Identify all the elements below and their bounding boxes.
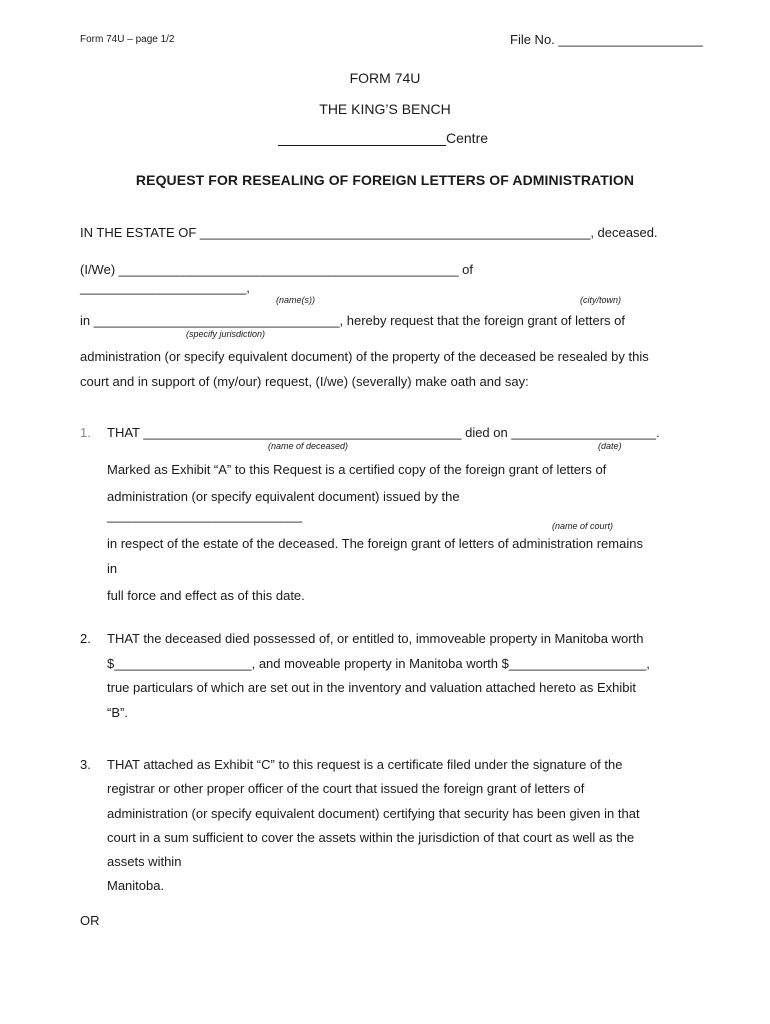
caption-names: (name(s)) bbox=[276, 295, 316, 305]
item-1-line-6: full force and effect as of this date. bbox=[107, 588, 305, 603]
item-3-line-6: Manitoba. bbox=[107, 878, 165, 893]
caption-deceased: (name of deceased) bbox=[268, 441, 349, 451]
file-number-field[interactable]: File No. ____________________ bbox=[510, 32, 704, 47]
item-1-number: 1. bbox=[80, 425, 91, 440]
item-3-line-3: administration (or specify equivalent document) certifying that security has been given in that bbox=[107, 806, 640, 821]
item-1-deceased-line[interactable]: THAT ____________________________________________ died on ____________________. bbox=[107, 425, 660, 440]
item-3-line-5: assets within bbox=[107, 854, 182, 869]
centre-name-field[interactable] bbox=[278, 130, 446, 146]
item-1-court-field[interactable]: ___________________________ bbox=[107, 508, 303, 523]
item-2-line-3: true particulars of which are set out in the inventory and valuation attached hereto as Exhibit bbox=[107, 680, 636, 695]
applicant-city-line[interactable]: _______________________, bbox=[80, 280, 250, 295]
item-2-line-4: “B”. bbox=[107, 705, 128, 720]
document-title: REQUEST FOR RESEALING OF FOREIGN LETTERS OF ADMINISTRATION bbox=[135, 172, 635, 188]
item-1-line-1: Marked as Exhibit “A” to this Request is a certified copy of the foreign grant of letters of bbox=[107, 462, 607, 477]
item-2-line-1: THAT the deceased died possessed of, or entitled to, immoveable property in Manitoba worth bbox=[107, 631, 644, 646]
item-3-line-2: registrar or other proper officer of the court that issued the foreign grant of letters of bbox=[107, 781, 585, 796]
form-page-label: Form 74U – page 1/2 bbox=[80, 34, 175, 45]
intro-paragraph-line-1: administration (or specify equivalent document) of the property of the deceased be resealed by this bbox=[80, 349, 649, 364]
item-1-line-5: in bbox=[107, 561, 118, 576]
caption-court: (name of court) bbox=[552, 521, 614, 531]
form-name: FORM 74U bbox=[349, 70, 421, 86]
or-separator: OR bbox=[80, 913, 100, 928]
caption-city: (city/town) bbox=[580, 295, 622, 305]
item-3-line-1: THAT attached as Exhibit “C” to this request is a certificate filed under the signature of the bbox=[107, 757, 623, 772]
estate-line[interactable]: IN THE ESTATE OF ______________________________________________________, deceased. bbox=[80, 225, 658, 240]
item-2-values-line[interactable]: $___________________, and moveable property in Manitoba worth $___________________, bbox=[107, 656, 650, 671]
court-name: THE KING’S BENCH bbox=[319, 101, 451, 117]
item-1-line-4: in respect of the estate of the deceased. The foreign grant of letters of administration remains bbox=[107, 536, 643, 551]
caption-date: (date) bbox=[598, 441, 622, 451]
centre-line bbox=[278, 130, 488, 146]
item-3-line-4: court in a sum sufficient to cover the assets within the jurisdiction of that court as well as the bbox=[107, 830, 635, 845]
applicant-name-line[interactable]: (I/We) _______________________________________________ of bbox=[80, 262, 474, 277]
caption-jurisdiction: (specify jurisdiction) bbox=[186, 329, 266, 339]
centre-label: Centre bbox=[446, 130, 489, 146]
item-1-line-2: administration (or specify equivalent document) issued by the bbox=[107, 489, 460, 504]
item-2-number: 2. bbox=[80, 631, 91, 646]
item-3-number: 3. bbox=[80, 757, 91, 772]
jurisdiction-line[interactable]: in __________________________________, hereby request that the foreign grant of letters of bbox=[80, 313, 625, 328]
intro-paragraph-line-2: court and in support of (my/our) request, (I/we) (severally) make oath and say: bbox=[80, 374, 529, 389]
